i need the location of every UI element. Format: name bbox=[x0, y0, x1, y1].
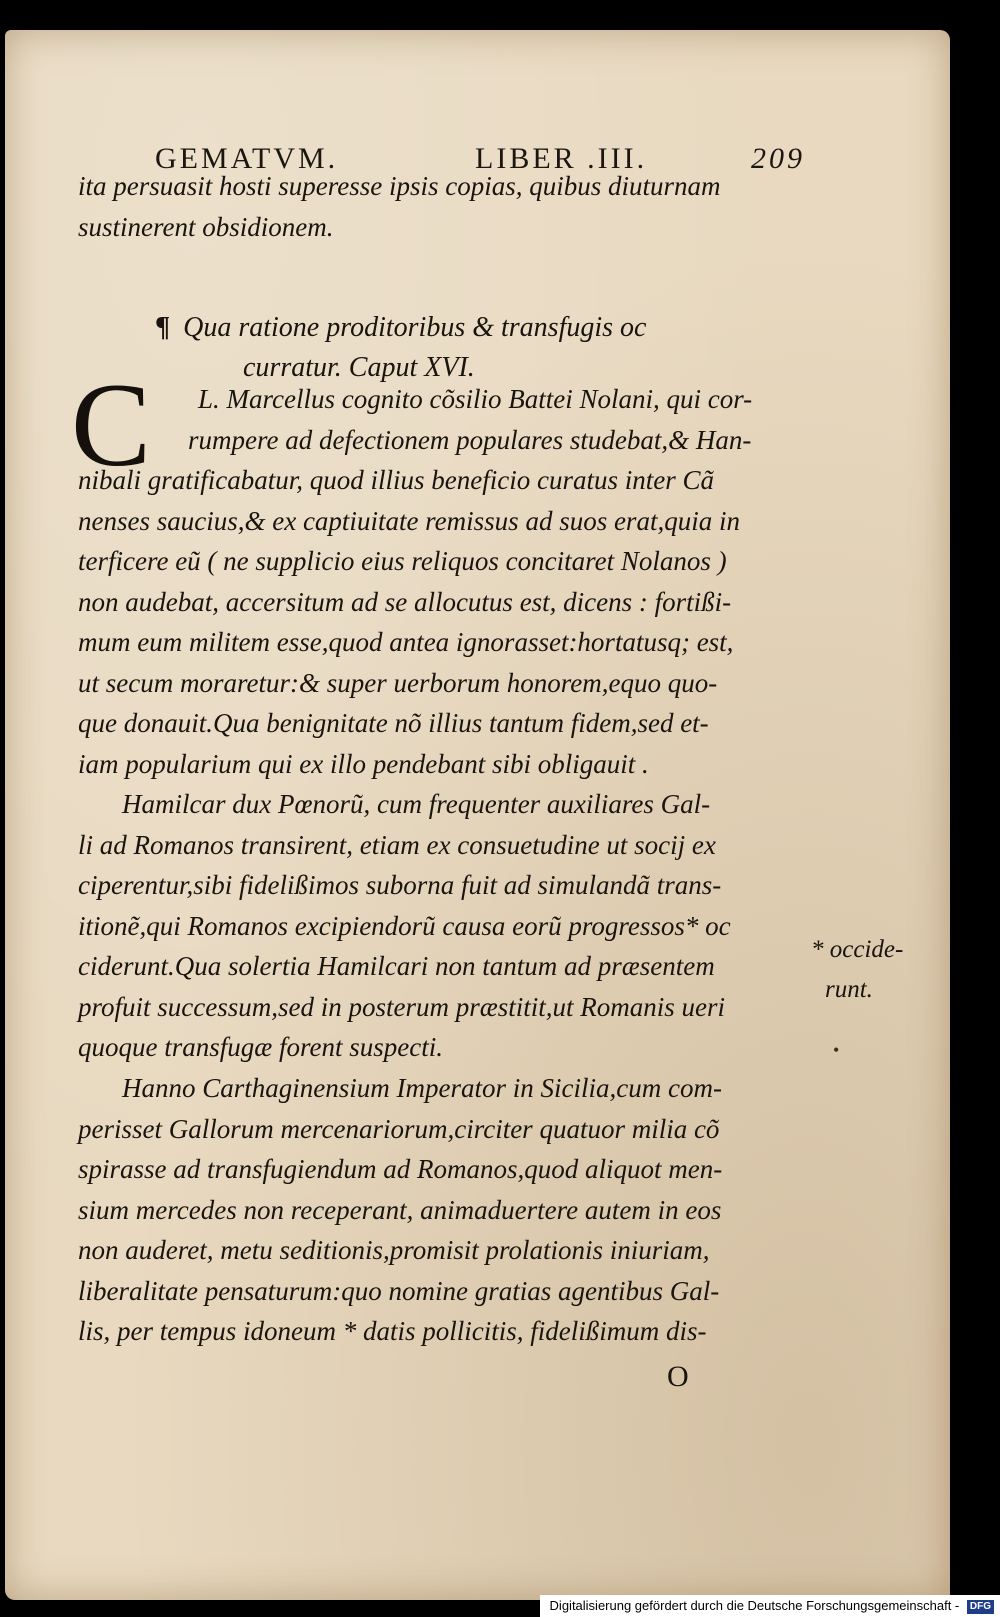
text-line: L. Marcellus cognito cõsilio Battei Nolani, qui cor- bbox=[198, 384, 753, 414]
chapter-title-line1: Qua ratione proditoribus & transfugis oc bbox=[183, 312, 647, 343]
text-line: li ad Romanos transirent, etiam ex consuetudine ut socij ex bbox=[78, 829, 716, 860]
book-page bbox=[5, 30, 950, 1600]
text-line: terficere eũ ( ne supplicio eius reliquos concitaret Nolanos ) bbox=[78, 546, 727, 576]
margin-dot-icon: • bbox=[833, 1040, 840, 1060]
text-line: nenses saucius,& ex captiuitate remissus ad suos erat,quia in bbox=[78, 505, 740, 536]
running-head-left: GEMATVM. bbox=[155, 142, 339, 175]
text-line: sium mercedes non receperant, animaduertere autem in eos bbox=[78, 1194, 722, 1225]
text-line: sustinerent obsidionem. bbox=[78, 211, 334, 242]
footer-text: Digitalisierung gefördert durch die Deutsche Forschungsgemeinschaft - bbox=[549, 1598, 960, 1613]
carryover-text bbox=[78, 166, 818, 247]
text-line: lis, per tempus idoneum * datis pollicitis, fidelißimum dis- bbox=[78, 1316, 707, 1346]
marginal-note bbox=[811, 930, 903, 1010]
text-line: que donauit.Qua benignitate nõ illius tantum fidem,sed et- bbox=[78, 708, 709, 738]
text-line: ut secum moraretur:& super uerborum honorem,equo quo- bbox=[78, 667, 718, 698]
text-line: itionẽ,qui Romanos excipiendorũ causa eorũ progressos* oc bbox=[78, 910, 731, 941]
text-line: Hanno Carthaginensium Imperator in Sicilia,cum com- bbox=[122, 1073, 722, 1103]
marginal-note-line: runt. bbox=[825, 976, 873, 1003]
text-line: non audebat, accersitum ad se allocutus est, dicens : fortißi- bbox=[78, 586, 732, 617]
paragraph-hamilcar bbox=[78, 784, 818, 1068]
marginal-note-line: * occide- bbox=[811, 936, 904, 963]
running-head-center: LIBER .III. bbox=[475, 142, 648, 175]
chapter-title-line2: curratur. Caput XVI. bbox=[243, 352, 475, 383]
text-line: ciderunt.Qua solertia Hamilcari non tantum ad præsentem bbox=[78, 951, 715, 981]
pilcrow-icon: ¶ bbox=[155, 312, 171, 343]
text-line: ita persuasit hosti superesse ipsis copias, quibus diuturnam bbox=[78, 171, 721, 201]
text-line: spirasse ad transfugiendum ad Romanos,quod aliquot men- bbox=[78, 1154, 723, 1184]
text-line: liberalitate pensaturum:quo nomine gratias agentibus Gal- bbox=[78, 1275, 720, 1306]
signature-mark: O bbox=[667, 1360, 689, 1393]
text-line: nibali gratificabatur, quod illius beneficio curatus inter Cã bbox=[78, 465, 714, 495]
text-line: mum eum militem esse,quod antea ignorasset:hortatusq; est, bbox=[78, 627, 734, 657]
text-line: quoque transfugæ forent suspecti. bbox=[78, 1032, 443, 1062]
digitization-banner bbox=[540, 1595, 1000, 1617]
paragraph-marcellus bbox=[78, 379, 818, 784]
paragraph-hanno bbox=[78, 1068, 818, 1352]
text-line: rumpere ad defectionem populares studebat,& Han- bbox=[188, 424, 752, 455]
drop-capital: C bbox=[71, 358, 152, 491]
text-line: iam popularium qui ex illo pendebant sibi obligauit . bbox=[78, 748, 649, 779]
text-line: ciperentur,sibi fidelißimos suborna fuit ad simulandã trans- bbox=[78, 870, 722, 900]
text-line: non auderet, metu seditionis,promisit prolationis iniuriam, bbox=[78, 1235, 710, 1265]
chapter-heading bbox=[155, 308, 815, 388]
dfg-logo: DFG bbox=[967, 1600, 994, 1614]
text-line: profuit successum,sed in posterum præstitit,ut Romanis ueri bbox=[78, 991, 725, 1022]
text-line: perisset Gallorum mercenariorum,circiter quatuor milia cõ bbox=[78, 1113, 720, 1144]
page-number: 209 bbox=[751, 142, 805, 175]
text-line: Hamilcar dux Pœnorũ, cum frequenter auxiliares Gal- bbox=[122, 789, 711, 819]
